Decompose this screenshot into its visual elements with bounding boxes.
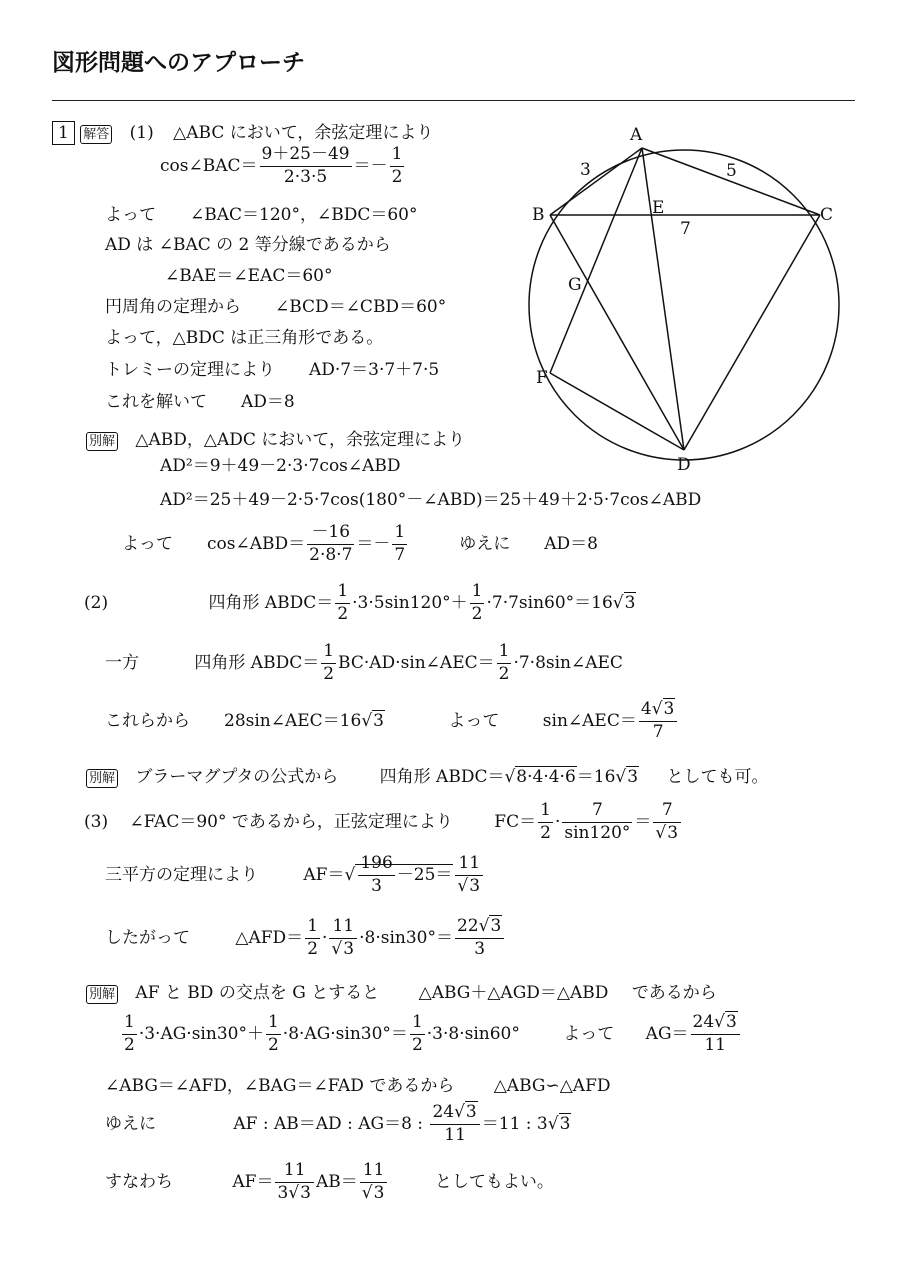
numerator: 1 bbox=[470, 583, 485, 604]
eq-text: △ABG∽△AFD bbox=[493, 1076, 611, 1096]
denominator: 2 bbox=[411, 1034, 423, 1055]
radicand: 3 bbox=[667, 822, 679, 843]
part-3-line-1: (3) ∠FAC＝90° であるから，正弦定理により FC＝ $\frac{1}{2}$ · $\frac{7}{\sin 120^\circ}$ ＝ $\frac{7}{√3}$ bbox=[84, 802, 683, 843]
eq-text: ＝－ bbox=[356, 533, 391, 554]
radicand: 3 bbox=[300, 1182, 311, 1203]
part-1-line-9: これを解いて AD＝8 bbox=[105, 392, 295, 412]
length-ac: 5 bbox=[726, 161, 737, 181]
sqrt: √3 bbox=[615, 767, 639, 787]
part-1-line-7: よって，△BDC は正三角形である。 bbox=[105, 328, 384, 348]
eq-text: ·3·AG·sin30°＋ bbox=[138, 1023, 264, 1044]
eq-text: ·7·8sin∠AEC bbox=[513, 652, 623, 673]
eq-text: ∠FAC＝90° であるから，正弦定理により bbox=[129, 811, 453, 832]
part-3-alt-3 bbox=[105, 1071, 611, 1096]
radicand: 8·4·4·6 bbox=[516, 767, 576, 787]
eq-text: ·7·7sin60°＝16 bbox=[486, 592, 613, 613]
eq-text: AG＝ bbox=[645, 1023, 689, 1044]
numerator: 11 bbox=[360, 1162, 388, 1183]
sqrt: √3 bbox=[612, 592, 636, 613]
numerator: 1 bbox=[497, 643, 512, 664]
eq-text: sin∠AEC＝ bbox=[542, 710, 637, 731]
eq-text: －25＝ bbox=[396, 864, 453, 885]
part-3-alt-4 bbox=[105, 1104, 571, 1145]
sqrt: √3 bbox=[478, 916, 502, 936]
fraction bbox=[275, 1162, 314, 1203]
radicand: 3 bbox=[465, 1102, 477, 1122]
fraction bbox=[430, 1104, 479, 1145]
fraction bbox=[305, 918, 320, 959]
fraction bbox=[122, 1014, 137, 1055]
eq-text: △ABG＋△AGD＝△ABD bbox=[418, 983, 609, 1003]
numerator: 1 bbox=[392, 524, 407, 545]
segment-fd bbox=[550, 373, 684, 450]
fraction bbox=[329, 918, 357, 959]
part-1-line-5: ∠BAE＝∠EAC＝60° bbox=[165, 266, 333, 286]
part-1-alt-header bbox=[86, 425, 465, 450]
alt-line-3: AD²＝25＋49－2·5·7cos(180°－∠ABD)＝25＋49＋2·5·7cos∠ABD bbox=[160, 490, 702, 510]
num-coef: 24 bbox=[692, 1012, 715, 1032]
part-1-label: (1) bbox=[129, 123, 154, 143]
denominator bbox=[329, 939, 357, 959]
length-bc: 7 bbox=[680, 219, 691, 239]
eq-text: としても可。 bbox=[666, 767, 769, 787]
eq-text: 四角形 ABDC＝ bbox=[379, 767, 505, 787]
denominator: 7 bbox=[394, 544, 406, 565]
denominator: 2 bbox=[471, 603, 483, 624]
numerator: 1 bbox=[410, 1014, 425, 1035]
denominator: 2·8·7 bbox=[309, 544, 353, 565]
point-d-label: D bbox=[677, 455, 691, 475]
radicand: 3 bbox=[490, 916, 502, 936]
denominator bbox=[653, 823, 681, 843]
point-g-label: G bbox=[568, 275, 582, 295]
alt-tag: 別解 bbox=[86, 769, 118, 788]
eq-text: AB＝ bbox=[315, 1171, 358, 1192]
fraction bbox=[390, 146, 405, 187]
fraction bbox=[691, 1014, 740, 1055]
eq-text: ＝16 bbox=[576, 767, 616, 787]
sqrt: √ $\frac{196}{3}$ －25＝ bbox=[344, 853, 453, 896]
part-3-alt-1 bbox=[86, 978, 717, 1003]
fraction bbox=[538, 802, 553, 843]
part-3-line-3: したがって △AFD＝ $\frac{1}{2}$ · $\frac{11}{√3}$ ·8·sin30°＝ $\frac{22√3}{3}$ bbox=[105, 918, 506, 959]
fraction bbox=[307, 524, 354, 565]
sqrt: √3 bbox=[331, 938, 355, 959]
fraction bbox=[653, 802, 681, 843]
sqrt: √3 bbox=[651, 699, 675, 719]
sqrt: √3 bbox=[655, 822, 679, 843]
eq-text: ·3·5sin120°＋ bbox=[352, 592, 468, 613]
sqrt: √3 bbox=[361, 710, 384, 731]
fraction bbox=[335, 583, 350, 624]
eq-text: FC＝ bbox=[494, 811, 537, 832]
fraction bbox=[321, 643, 336, 684]
part-1-line-1: △ABC において，余弦定理により bbox=[173, 123, 434, 143]
alt-tag: 別解 bbox=[86, 432, 118, 451]
alt-line-2: AD²＝9＋49－2·3·7cos∠ABD bbox=[160, 456, 401, 476]
fraction bbox=[392, 524, 407, 565]
eq-text: △AFD＝ bbox=[235, 927, 304, 948]
numerator: 1 bbox=[321, 643, 336, 664]
part-1-line-4: AD は ∠BAC の 2 等分線であるから bbox=[105, 235, 391, 255]
eq-text: であるから bbox=[631, 983, 717, 1003]
denominator: 2 bbox=[323, 663, 335, 684]
part-1-line-3: よって ∠BAC＝120°，∠BDC＝60° bbox=[105, 205, 418, 225]
numerator: 1 bbox=[305, 918, 320, 939]
problem-1-header bbox=[52, 118, 433, 143]
denominator: 2 bbox=[124, 1034, 135, 1055]
denominator: 3√3 bbox=[277, 1182, 311, 1203]
numerator: 1 bbox=[390, 146, 405, 167]
eq-text: すなわち bbox=[105, 1171, 173, 1192]
part-2-line-1 bbox=[84, 583, 636, 624]
eq-text: AF＝ bbox=[232, 1171, 274, 1192]
part-1-line-8: トレミーの定理により AD·7＝3·7＋7·5 bbox=[105, 360, 440, 380]
numerator: 11 bbox=[455, 855, 483, 876]
fraction bbox=[455, 855, 483, 896]
numerator: 196 bbox=[358, 855, 394, 876]
eq-text: ∠ABG＝∠AFD，∠BAG＝∠FAD であるから bbox=[105, 1076, 455, 1096]
numerator: 1 bbox=[538, 802, 553, 823]
fraction bbox=[470, 583, 485, 624]
eq-text: ·8·sin30°＝ bbox=[359, 927, 453, 948]
answer-tag: 解答 bbox=[80, 125, 112, 144]
eq-text: これらから 28sin∠AEC＝16 bbox=[105, 710, 362, 731]
denominator: 7 bbox=[652, 721, 664, 742]
numerator: 9＋25－49 bbox=[260, 146, 352, 167]
eq-text: 四角形 ABDC＝ bbox=[208, 592, 334, 613]
eq-text: ＝－ bbox=[353, 155, 388, 176]
eq-text: 一方 bbox=[105, 652, 139, 673]
alt-line-4 bbox=[122, 524, 598, 565]
length-ab: 3 bbox=[580, 160, 591, 180]
denominator: 2 bbox=[337, 603, 349, 624]
fraction bbox=[455, 918, 504, 959]
radicand: 3 bbox=[373, 710, 384, 731]
radicand bbox=[355, 853, 453, 896]
radicand: 3 bbox=[624, 592, 636, 613]
part-3-line-2 bbox=[105, 855, 485, 896]
numerator: 7 bbox=[562, 802, 632, 823]
denominator bbox=[360, 1183, 388, 1203]
numerator: 1 bbox=[335, 583, 350, 604]
part-1-line-6: 円周角の定理から ∠BCD＝∠CBD＝60° bbox=[105, 297, 447, 317]
eq-text: 四角形 ABDC＝ bbox=[194, 652, 320, 673]
part-2-line-2 bbox=[105, 643, 623, 684]
fraction bbox=[497, 643, 512, 684]
numerator bbox=[639, 701, 678, 722]
eq-text: cos∠BAC＝ bbox=[160, 155, 258, 176]
sqrt: √3 bbox=[714, 1012, 737, 1032]
radicand: 3 bbox=[627, 767, 639, 787]
denominator: 2 bbox=[267, 1034, 279, 1055]
eq-text: AF と BD の交点を G とすると bbox=[135, 983, 380, 1003]
eq-text: BC·AD·sin∠AEC＝ bbox=[338, 652, 495, 673]
radicand: 3 bbox=[663, 699, 675, 719]
eq-text: よって bbox=[563, 1023, 615, 1044]
eq-text: AF : AB＝AD : AG＝8 : bbox=[233, 1113, 429, 1134]
eq-text: ＝11 : 3 bbox=[481, 1113, 548, 1134]
fraction bbox=[639, 701, 678, 742]
fraction bbox=[410, 1014, 425, 1055]
eq-text: ブラーマグプタの公式から bbox=[135, 767, 339, 787]
eq-text: ·8·AG·sin30°＝ bbox=[282, 1023, 408, 1044]
numerator: －16 bbox=[307, 524, 354, 545]
part-2-alt bbox=[86, 762, 769, 787]
part-3-label: (3) bbox=[84, 811, 109, 832]
part-2-label: (2) bbox=[84, 592, 109, 613]
sqrt: √3 bbox=[288, 1182, 311, 1203]
denominator: 2·3·5 bbox=[283, 166, 328, 187]
point-c-label: C bbox=[820, 205, 834, 225]
title-divider bbox=[52, 100, 855, 101]
denominator: 2 bbox=[540, 822, 551, 843]
problem-number: 1 bbox=[52, 121, 75, 145]
eq-text: よって cos∠ABD＝ bbox=[122, 533, 306, 554]
sqrt: √8·4·4·6 bbox=[504, 767, 576, 787]
eq-text: AF＝ bbox=[303, 864, 345, 885]
numerator: 1 bbox=[266, 1014, 281, 1035]
eq-text: としてもよい。 bbox=[434, 1171, 554, 1192]
numerator: 11 bbox=[275, 1162, 314, 1183]
fraction bbox=[562, 802, 632, 843]
eq-text: よって bbox=[448, 710, 500, 731]
sqrt: √3 bbox=[547, 1113, 571, 1134]
sqrt: √3 bbox=[457, 875, 481, 896]
numerator: 11 bbox=[329, 918, 357, 939]
radicand: 3 bbox=[373, 1182, 385, 1203]
fraction bbox=[358, 855, 394, 896]
part-3-alt-5 bbox=[105, 1162, 554, 1203]
circle-figure bbox=[520, 120, 850, 480]
radicand: 3 bbox=[726, 1012, 737, 1032]
alt-tag: 別解 bbox=[86, 985, 118, 1004]
num-coef: 22 bbox=[456, 916, 479, 936]
part-3-alt-2 bbox=[120, 1014, 742, 1055]
eq-text: ゆえに bbox=[105, 1113, 156, 1134]
segment-bd bbox=[550, 215, 684, 450]
part-2-line-3 bbox=[105, 701, 679, 742]
eq-text: ·3·8·sin60° bbox=[426, 1023, 520, 1044]
page-title: 図形問題へのアプローチ bbox=[52, 50, 305, 76]
fraction bbox=[266, 1014, 281, 1055]
num-coef: 4 bbox=[640, 699, 652, 719]
numerator: 1 bbox=[122, 1014, 137, 1035]
denominator: sin120° bbox=[564, 822, 631, 843]
cos-bac-equation bbox=[160, 146, 406, 187]
point-e-label: E bbox=[652, 198, 665, 218]
denominator: 3 bbox=[474, 938, 486, 959]
eq-text: したがって bbox=[105, 927, 190, 948]
segment-ad bbox=[642, 148, 684, 450]
denominator: 3 bbox=[371, 875, 382, 896]
denominator: 2 bbox=[498, 663, 510, 684]
radicand: 3 bbox=[343, 938, 355, 959]
point-a-label: A bbox=[630, 125, 643, 145]
fraction bbox=[260, 146, 352, 187]
denominator: 11 bbox=[444, 1124, 466, 1145]
denominator: 11 bbox=[704, 1034, 726, 1055]
denominator: 2 bbox=[307, 938, 319, 959]
eq-text: ゆえに AD＝8 bbox=[459, 533, 598, 554]
numerator bbox=[455, 918, 504, 939]
eq-text: 三平方の定理により bbox=[105, 864, 258, 885]
sqrt: √3 bbox=[361, 1182, 385, 1203]
num-coef: 24 bbox=[432, 1102, 455, 1122]
point-b-label: B bbox=[532, 205, 545, 225]
denominator bbox=[455, 876, 483, 896]
fraction bbox=[360, 1162, 388, 1203]
radicand: 3 bbox=[469, 875, 481, 896]
numerator bbox=[691, 1014, 740, 1035]
point-f-label: F bbox=[536, 368, 548, 388]
sqrt: √3 bbox=[454, 1102, 477, 1122]
denominator: 2 bbox=[391, 166, 403, 187]
radicand: 3 bbox=[559, 1113, 571, 1134]
numerator bbox=[430, 1104, 479, 1125]
segment-cd bbox=[684, 215, 820, 450]
numerator: 7 bbox=[653, 802, 681, 823]
alt-line-1: △ABD，△ADC において，余弦定理により bbox=[135, 430, 465, 450]
